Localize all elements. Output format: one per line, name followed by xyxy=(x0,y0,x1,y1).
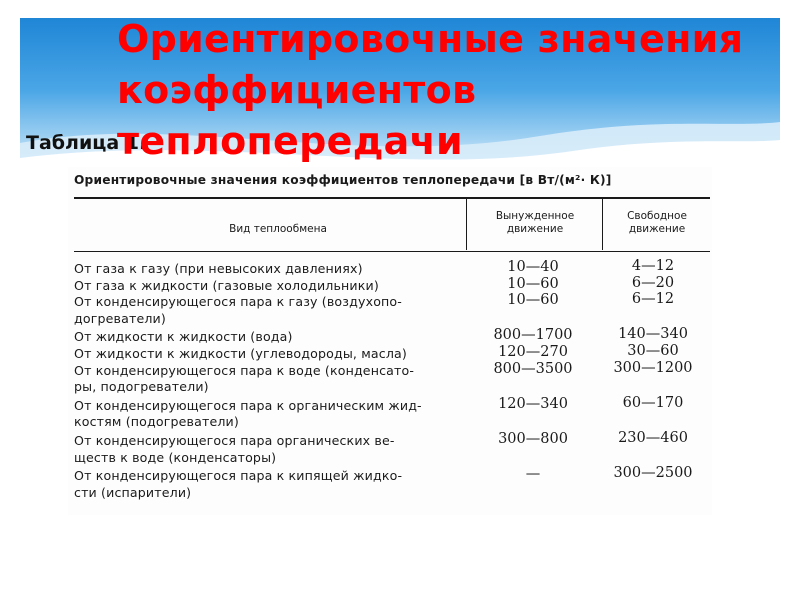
value-free: 6—20 xyxy=(631,274,675,291)
row-description: От конденсирующегося пара к кипящей жидко- xyxy=(74,468,403,484)
value-forced: — xyxy=(525,466,541,483)
row-description: сти (испарители) xyxy=(74,484,192,500)
table-header-rule xyxy=(74,251,710,252)
row-description: догреватели) xyxy=(74,310,166,326)
row-description: От конденсирующегося пара к органическим жид- xyxy=(74,397,422,413)
table-caption: Ориентировочные значения коэффициентов теплопередачи [в Вт/(м²· К)] xyxy=(74,173,612,187)
value-free: 6—12 xyxy=(631,291,675,308)
value-free: 60—170 xyxy=(622,394,684,411)
row-description: От конденсирующегося пара к воде (конденсато- xyxy=(74,362,415,378)
value-forced: 10—60 xyxy=(507,275,559,292)
column-header-forced: Вынужденное движение xyxy=(495,210,575,235)
value-forced: 10—40 xyxy=(507,259,559,275)
table-top-rule xyxy=(74,197,710,199)
row-description: От жидкости к жидкости (вода) xyxy=(74,329,293,345)
row-description: От газа к жидкости (газовые холодильники) xyxy=(74,277,379,293)
table-label: Таблица 1. xyxy=(26,132,147,154)
value-forced: 120—270 xyxy=(498,344,568,360)
value-forced: 800—3500 xyxy=(493,360,573,377)
row-description: От газа к газу (при невысоких давлениях) xyxy=(74,261,363,276)
value-forced: 800—1700 xyxy=(493,327,573,344)
row-description: костям (подогреватели) xyxy=(74,414,239,430)
row-description: ществ к воде (конденсаторы) xyxy=(74,449,277,465)
value-free: 4—12 xyxy=(631,258,675,274)
value-free: 230—460 xyxy=(618,430,688,446)
value-forced: 10—60 xyxy=(507,292,559,309)
value-free: 140—340 xyxy=(618,326,688,343)
column-divider-1 xyxy=(466,198,467,250)
column-header-free: Свободное движение xyxy=(627,210,687,235)
row-description: От конденсирующегося пара к газу (воздухопо- xyxy=(74,294,402,310)
row-description: ры, подогреватели) xyxy=(74,379,209,395)
scanned-table xyxy=(68,167,712,515)
value-forced: 300—800 xyxy=(498,431,568,447)
value-free: 30—60 xyxy=(627,343,679,359)
slide-title: Ориентировочные значения коэффициентов теплопередачи xyxy=(117,17,744,163)
value-forced: 120—340 xyxy=(498,395,568,412)
column-header-kind: Вид теплообмена xyxy=(229,223,327,235)
value-free: 300—2500 xyxy=(613,465,693,482)
column-divider-2 xyxy=(602,198,603,250)
row-description: От жидкости к жидкости (углеводороды, масла) xyxy=(74,346,407,361)
row-description: От конденсирующегося пара органических ве- xyxy=(74,433,395,448)
value-free: 300—1200 xyxy=(613,359,693,376)
